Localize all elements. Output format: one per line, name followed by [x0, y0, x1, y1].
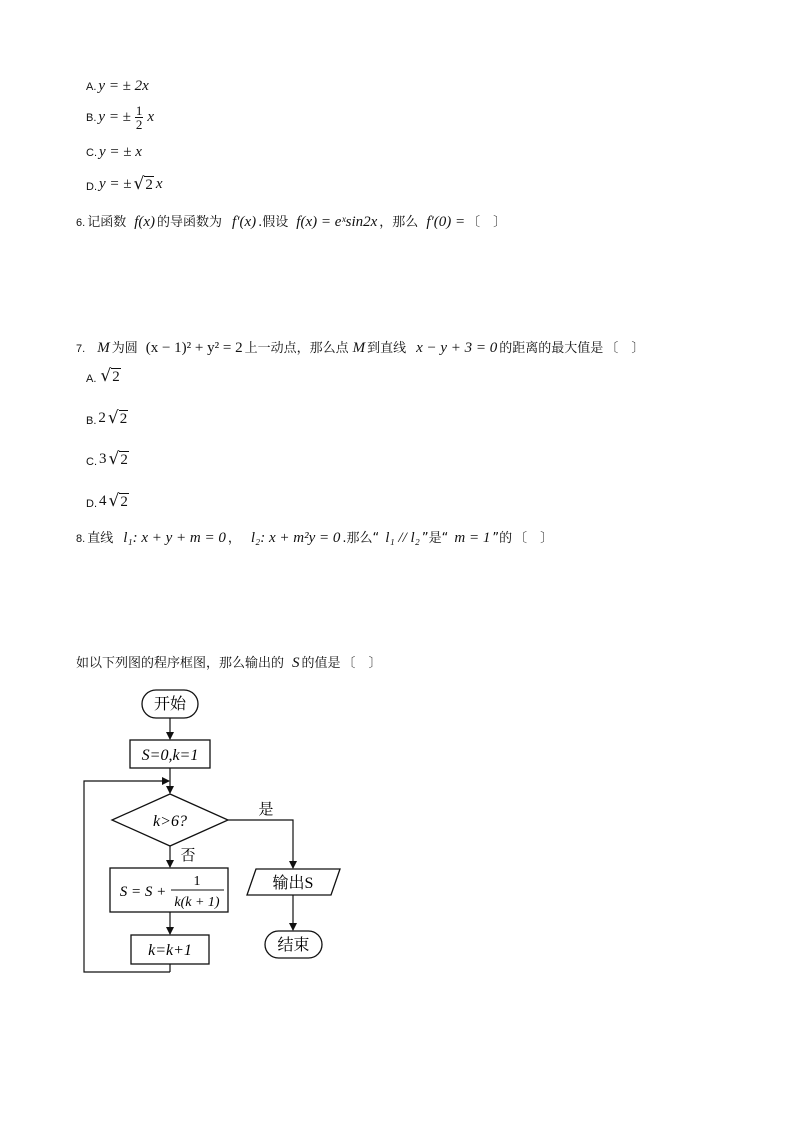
- option-expression-post: x: [147, 109, 155, 125]
- question-number: 7.: [76, 343, 86, 355]
- square-root: √ 2: [133, 174, 153, 194]
- square-root: √ 2: [107, 408, 128, 428]
- math-expression: m = 1: [454, 530, 491, 546]
- start-label: 开始: [153, 696, 187, 713]
- question-text: .假设: [258, 215, 289, 230]
- option-label: A.: [86, 81, 97, 93]
- option-expression: y = ± 2x: [98, 78, 149, 94]
- answer-blank: 〔 〕: [514, 531, 554, 546]
- radicand: 2: [112, 369, 120, 385]
- output-label: 输出S: [272, 875, 314, 892]
- option-expression-post: x: [155, 176, 163, 192]
- radicand: 2: [120, 452, 128, 468]
- fraction-numerator: 1: [135, 103, 143, 118]
- option-coefficient: 2: [98, 410, 106, 426]
- question-text: 记函数: [87, 215, 127, 230]
- question-text: 上一动点，那么点: [244, 341, 349, 356]
- end-label: 结束: [277, 937, 310, 954]
- yes-branch-arrow: [228, 820, 293, 868]
- math-expression: f(x) = eˣsin2x: [296, 214, 378, 230]
- answer-blank: 〔 〕: [342, 656, 382, 671]
- option-label: B.: [86, 415, 97, 427]
- init-label: S=0,k=1: [141, 747, 199, 764]
- radicand: 2: [120, 494, 128, 510]
- yes-label: 是: [258, 802, 274, 818]
- option-expression-pre: y = ±: [99, 176, 132, 192]
- math-expression: (x − 1)² + y² = 2: [145, 340, 243, 356]
- question-text: ，: [227, 531, 241, 546]
- question-text: 为圆: [111, 341, 138, 356]
- fraction-denominator: 2: [135, 117, 143, 132]
- square-root: √ 2: [108, 491, 128, 511]
- option-label: C.: [86, 147, 97, 159]
- math-expression: M: [97, 340, 110, 356]
- math-expression: l₁ // l₂: [385, 530, 420, 546]
- question-text: 的值是: [301, 656, 341, 671]
- question-text: 直线: [87, 531, 114, 546]
- option-expression-pre: y = ±: [98, 109, 131, 125]
- update-denominator: k(k + 1): [174, 895, 220, 910]
- math-expression: f′(x): [232, 214, 257, 230]
- math-expression: f(x): [134, 214, 156, 230]
- radicand: 2: [119, 411, 128, 427]
- math-expression: x − y + 3 = 0: [416, 340, 498, 356]
- math-expression: S: [292, 655, 300, 671]
- answer-blank: 〔 〕: [467, 215, 507, 230]
- no-label: 否: [180, 848, 196, 864]
- question-number: 8.: [76, 533, 86, 545]
- option-coefficient: 3: [99, 451, 107, 467]
- question-number: 6.: [76, 217, 86, 229]
- update-lhs: S = S +: [119, 884, 167, 900]
- question-text: 到直线: [367, 341, 407, 356]
- option-label: C.: [86, 456, 97, 468]
- option-expression: y = ± x: [99, 144, 142, 160]
- question-text: ，那么: [379, 215, 419, 230]
- update-numerator: 1: [193, 874, 201, 889]
- option-label: D.: [86, 181, 97, 193]
- radicand: 2: [145, 177, 153, 193]
- question-text: ”是“: [421, 531, 449, 546]
- condition-label: k>6?: [153, 813, 187, 830]
- option-label: A.: [86, 373, 97, 385]
- square-root: √ 2: [100, 366, 120, 386]
- question-text: .那么“: [342, 531, 380, 546]
- option-label: D.: [86, 498, 97, 510]
- question-text: 的距离的最大值是: [499, 341, 604, 356]
- math-expression: l₁: x + y + m = 0: [123, 530, 226, 546]
- increment-label: k=k+1: [148, 942, 192, 959]
- answer-blank: 〔 〕: [605, 341, 645, 356]
- math-expression: f′(0) =: [426, 214, 466, 230]
- question-text: 如以下列图的程序框图，那么输出的: [76, 656, 285, 671]
- square-root: √ 2: [108, 449, 128, 469]
- question-text: 的导函数为: [157, 215, 223, 230]
- option-label: B.: [86, 111, 97, 124]
- question-text: ”的: [492, 531, 513, 546]
- math-expression: l₂: x + m²y = 0: [250, 530, 341, 546]
- option-coefficient: 4: [99, 493, 107, 509]
- math-expression: M: [352, 340, 366, 356]
